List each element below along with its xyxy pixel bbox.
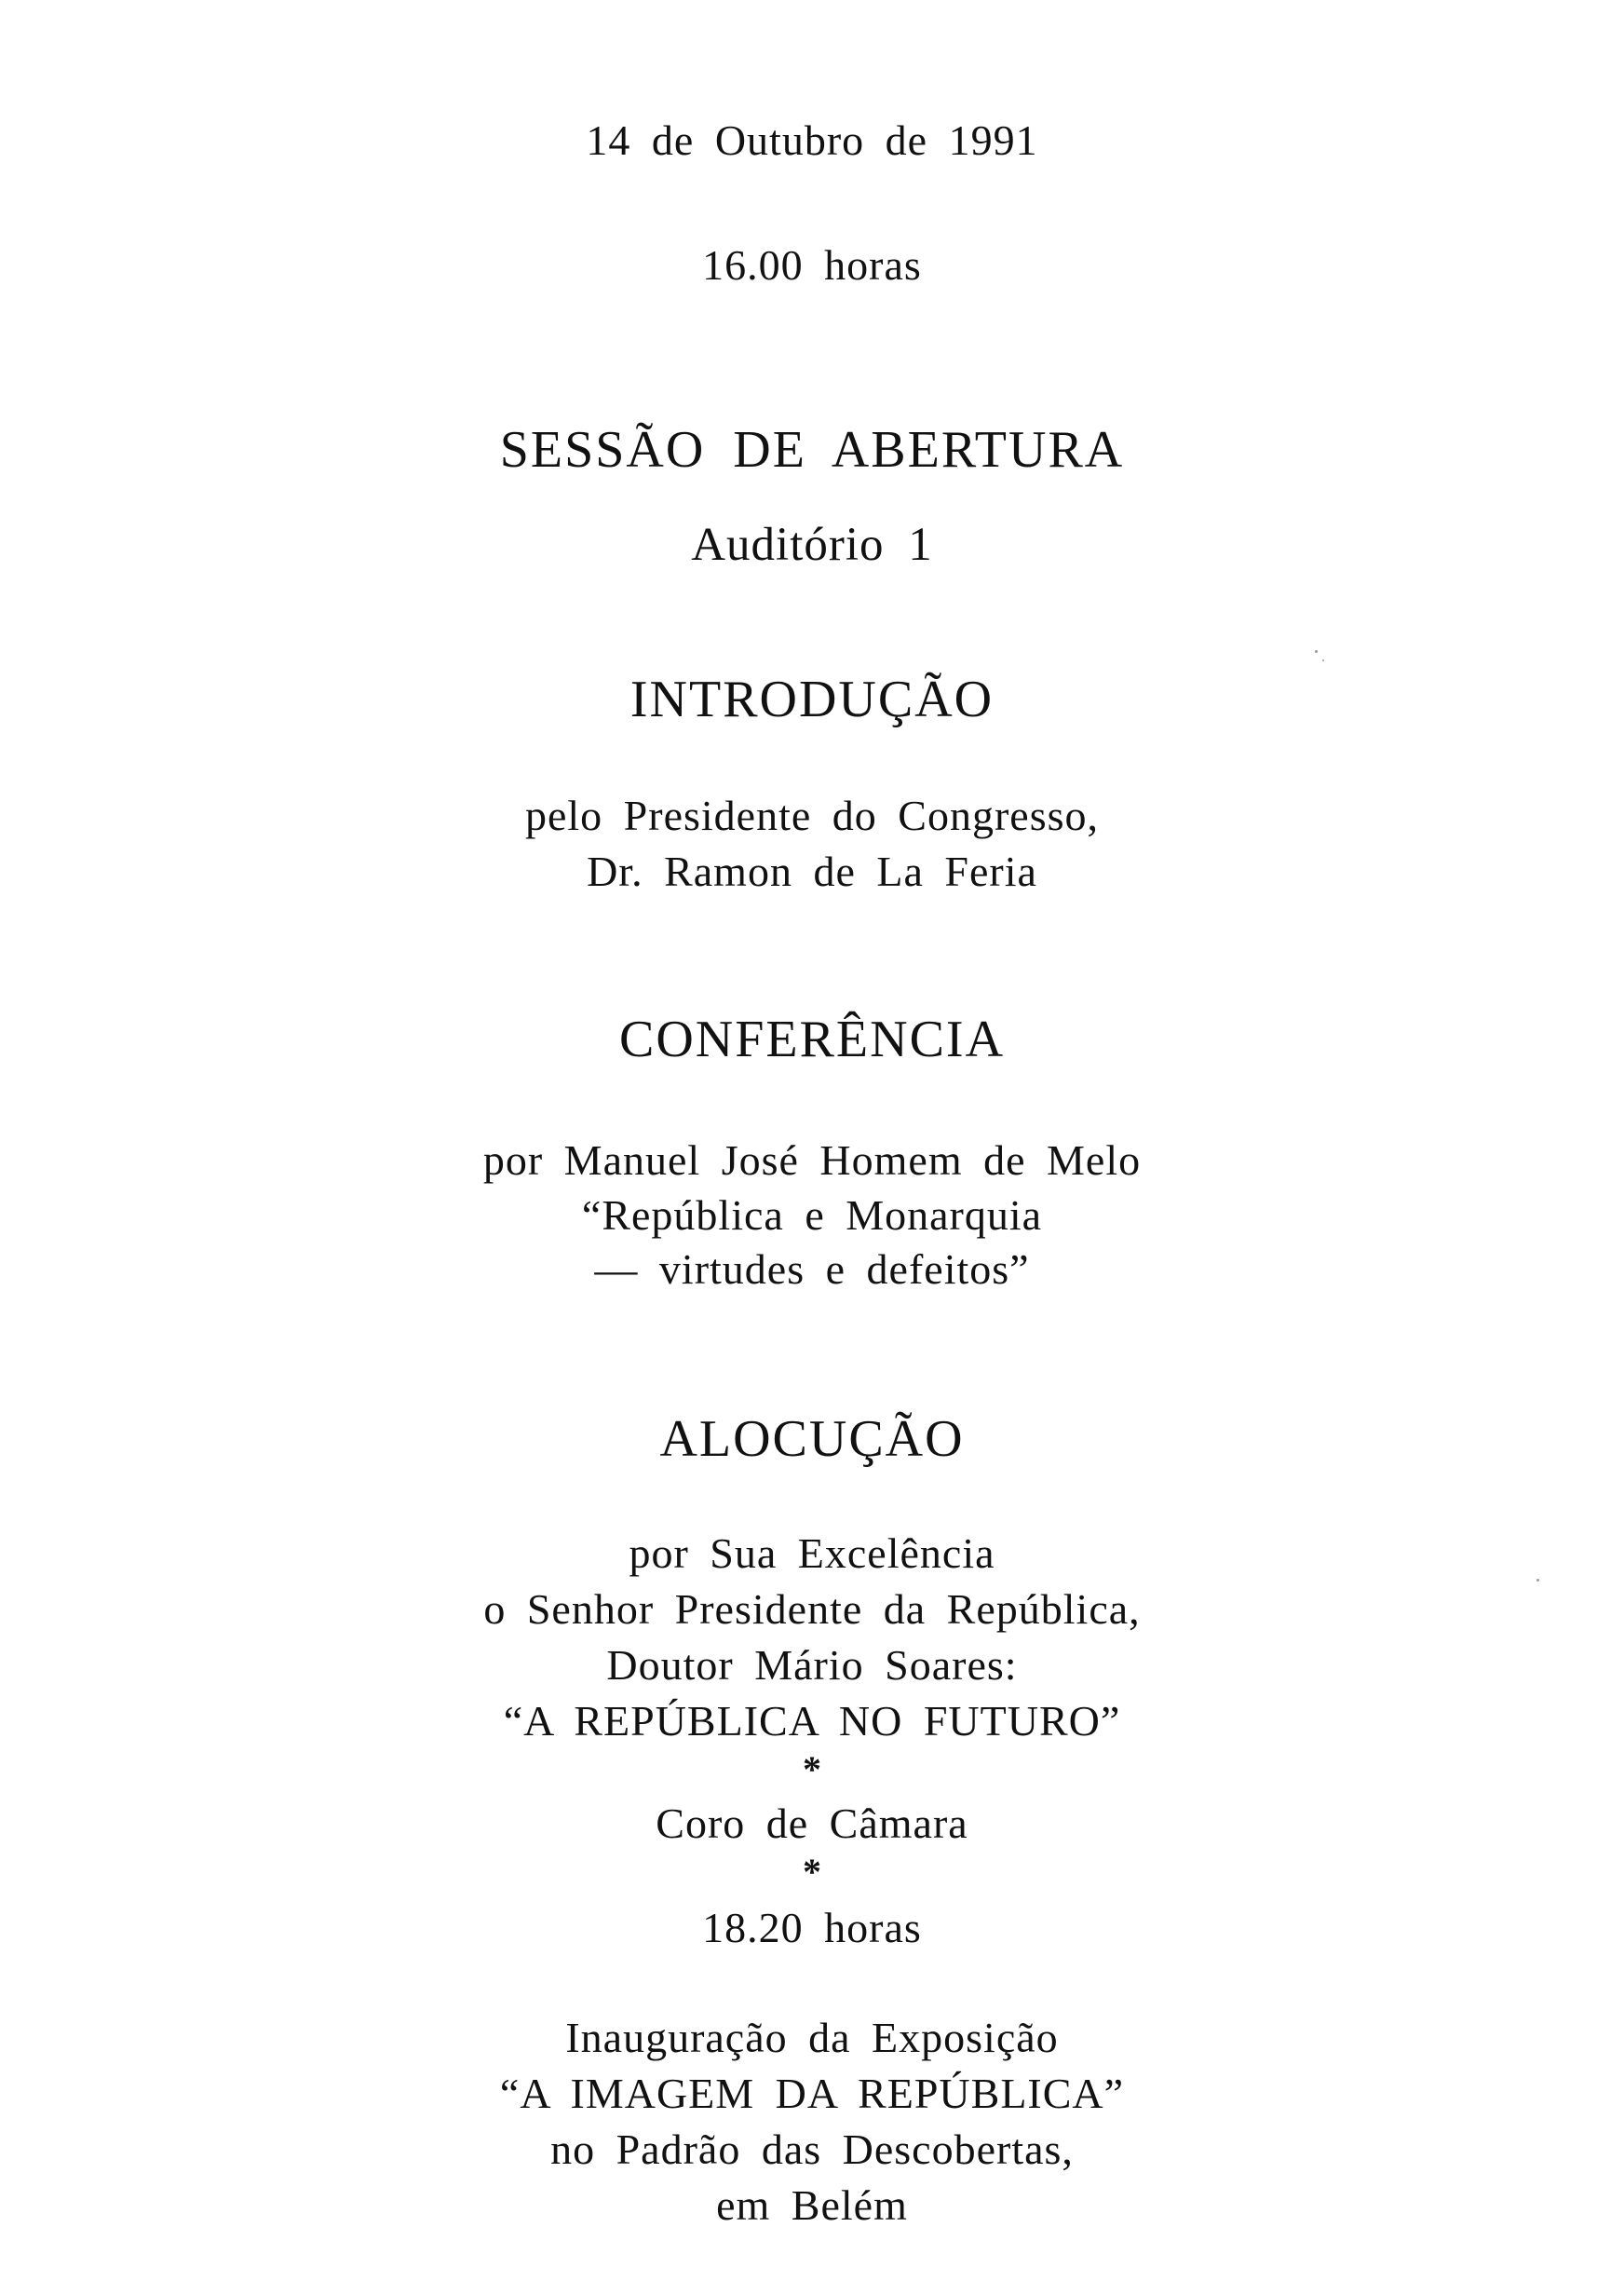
allocution-line: o Senhor Presidente da República,	[483, 1585, 1141, 1633]
second-time: 18.20 horas	[702, 1904, 922, 1951]
start-time: 16.00 horas	[702, 241, 922, 289]
conference-line: “República e Monarquia	[581, 1191, 1043, 1239]
allocution-line: “A REPÚBLICA NO FUTURO”	[503, 1697, 1121, 1745]
conference-line: por Manuel José Homem de Melo	[482, 1136, 1142, 1184]
separator-star: *	[803, 1748, 821, 1790]
scan-speck	[1315, 650, 1318, 653]
event-date: 14 de Outubro de 1991	[586, 116, 1038, 164]
allocution-line: Doutor Mário Soares:	[606, 1641, 1018, 1689]
introduction-line: pelo Presidente do Congresso,	[524, 792, 1100, 839]
exhibition-line: em Belém	[716, 2181, 908, 2229]
scan-speck	[1322, 659, 1324, 661]
introduction-line: Dr. Ramon de La Feria	[587, 848, 1037, 895]
venue: Auditório 1	[691, 519, 933, 571]
scan-speck	[1536, 1579, 1539, 1582]
separator-star: *	[803, 1851, 821, 1893]
introduction-heading: INTRODUÇÃO	[629, 671, 995, 728]
allocution-heading: ALOCUÇÃO	[659, 1410, 965, 1468]
session-title: SESSÃO DE ABERTURA	[499, 421, 1125, 479]
exhibition-line: “A IMAGEM DA REPÚBLICA”	[499, 2070, 1125, 2117]
exhibition-line: Inauguração da Exposição	[565, 2014, 1059, 2061]
conference-heading: CONFERÊNCIA	[618, 1011, 1006, 1068]
choir: Coro de Câmara	[656, 1799, 968, 1847]
exhibition-line: no Padrão das Descobertas,	[550, 2125, 1074, 2173]
conference-line: — virtudes e defeitos”	[594, 1245, 1030, 1293]
allocution-line: por Sua Excelência	[629, 1529, 995, 1577]
